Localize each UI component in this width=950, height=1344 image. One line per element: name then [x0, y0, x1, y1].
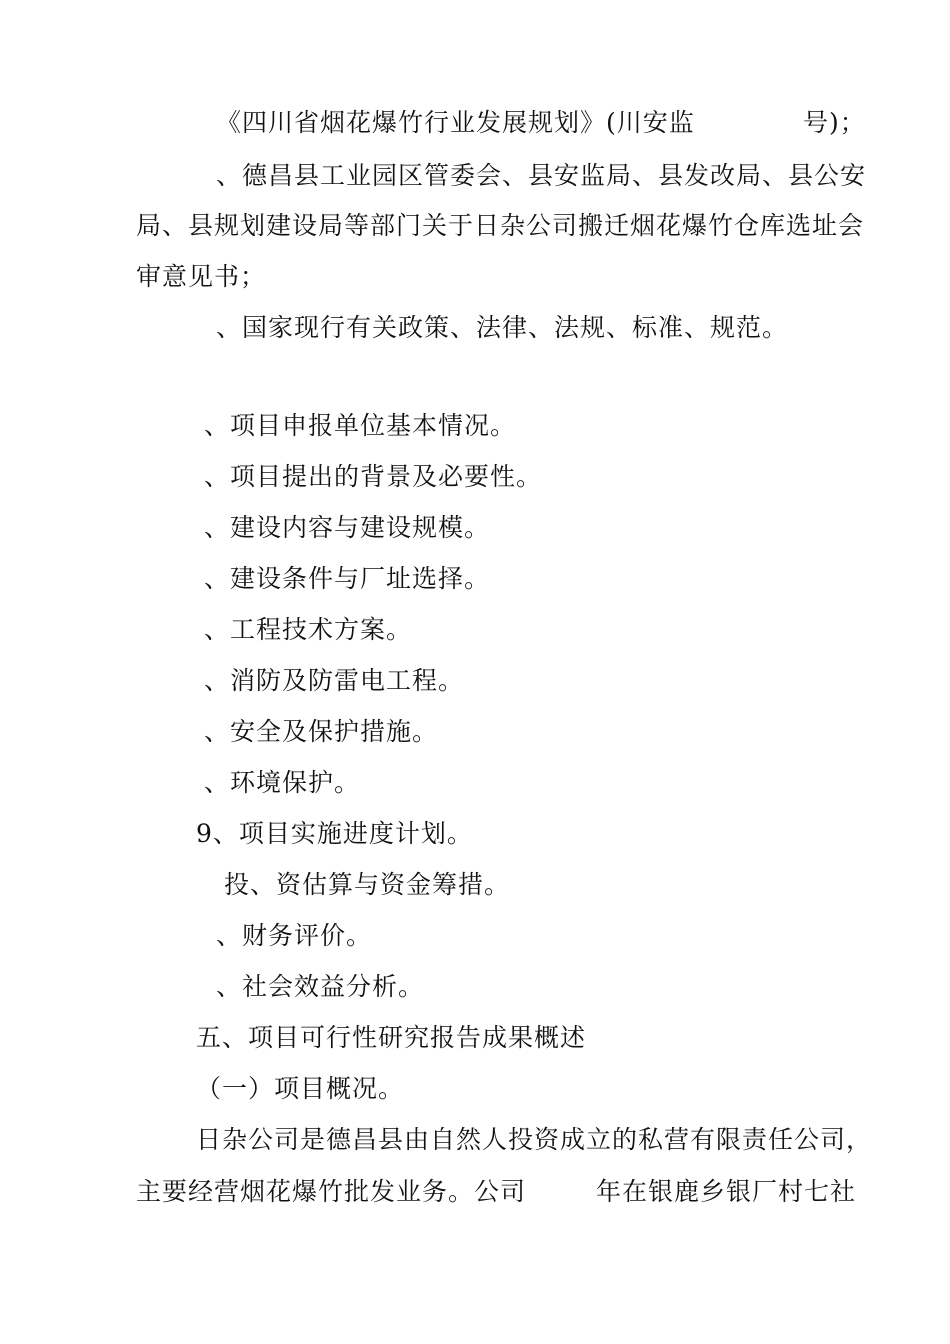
paragraph-line-2a: 主要经营烟花爆竹批发业务。公司 — [136, 1177, 527, 1206]
list-item: 、社会效益分析。 — [216, 972, 425, 1001]
list-item: 、建设条件与厂址选择。 — [204, 564, 491, 593]
list-item: 投、资估算与资金筹措。 — [224, 870, 511, 899]
list-item: 、财务评价。 — [216, 921, 373, 950]
list-item: 9、项目实施进度计划。 — [196, 819, 473, 848]
section-heading: 五、项目可行性研究报告成果概述 — [196, 1023, 587, 1052]
list-item: 、建设内容与建设规模。 — [204, 513, 491, 542]
list-item: 、项目提出的背景及必要性。 — [204, 462, 543, 491]
subsection-heading: （一）项目概况。 — [196, 1074, 405, 1103]
ref-line-1a: 《四川省烟花爆竹行业发展规划》(川安监 — [216, 108, 695, 137]
list-item: 、工程技术方案。 — [204, 615, 413, 644]
ref-line-2: 、德昌县工业园区管委会、县安监局、县发改局、县公安 — [216, 161, 867, 190]
ref-line-4: 审意见书； — [136, 262, 267, 291]
list-item: 、消防及防雷电工程。 — [204, 666, 465, 695]
list-item: 、环境保护。 — [204, 768, 361, 797]
list-item: 、项目申报单位基本情况。 — [204, 411, 517, 440]
list-item: 、安全及保护措施。 — [204, 717, 439, 746]
paragraph-line-1: 日杂公司是德昌县由自然人投资成立的私营有限责任公司， — [196, 1125, 873, 1154]
ref-line-5: 、国家现行有关政策、法律、法规、标准、规范。 — [216, 313, 789, 342]
ref-line-1b: 号)； — [803, 108, 866, 137]
paragraph-line-2b: 年在银鹿乡银厂村七社 — [596, 1177, 857, 1206]
ref-line-3: 局、县规划建设局等部门关于日杂公司搬迁烟花爆竹仓库选址会 — [136, 211, 865, 240]
